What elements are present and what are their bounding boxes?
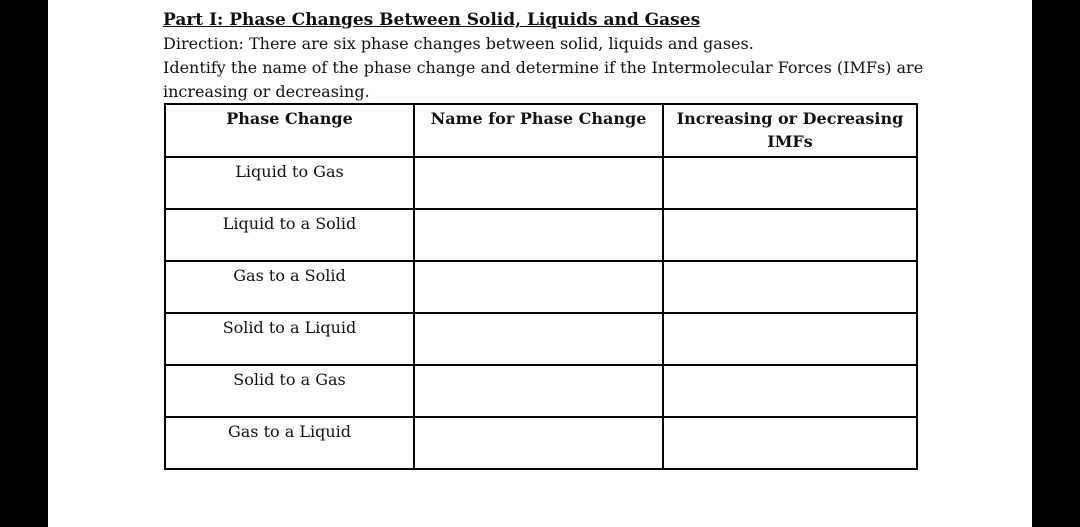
phase-change-cell: Gas to a Solid	[165, 261, 414, 313]
name-answer-cell[interactable]	[414, 417, 663, 469]
table-row	[165, 261, 917, 313]
direction-line-1: Direction: There are six phase changes between solid, liquids and gases.	[163, 34, 754, 53]
header-imfs-line-1: Increasing or Decreasing	[676, 109, 904, 128]
phase-change-cell: Gas to a Liquid	[165, 417, 414, 469]
imfs-answer-cell[interactable]	[663, 365, 917, 417]
document-page	[48, 0, 1032, 527]
header-imfs	[663, 104, 917, 157]
imfs-answer-cell[interactable]	[663, 417, 917, 469]
phase-change-cell: Solid to a Gas	[165, 365, 414, 417]
name-answer-cell[interactable]	[414, 313, 663, 365]
imfs-answer-cell[interactable]	[663, 261, 917, 313]
table-row	[165, 365, 917, 417]
phase-change-cell: Solid to a Liquid	[165, 313, 414, 365]
table-row	[165, 313, 917, 365]
phase-change-cell: Liquid to a Solid	[165, 209, 414, 261]
header-phase-change: Phase Change	[165, 104, 414, 157]
phase-change-cell: Liquid to Gas	[165, 157, 414, 209]
direction-line-2: Identify the name of the phase change and determine if the Intermolecular Forces (IMFs) are	[163, 58, 924, 77]
section-heading: Part I: Phase Changes Between Solid, Liquids and Gases	[163, 10, 701, 30]
header-name-for-phase-change: Name for Phase Change	[414, 104, 663, 157]
direction-line-3: increasing or decreasing.	[163, 82, 370, 101]
imfs-answer-cell[interactable]	[663, 157, 917, 209]
table-row	[165, 417, 917, 469]
table-header-row	[165, 104, 917, 157]
imfs-answer-cell[interactable]	[663, 209, 917, 261]
name-answer-cell[interactable]	[414, 261, 663, 313]
table-row	[165, 157, 917, 209]
imfs-answer-cell[interactable]	[663, 313, 917, 365]
table-row	[165, 209, 917, 261]
header-imfs-line-2: IMFs	[767, 132, 813, 151]
phase-change-table	[164, 103, 918, 470]
name-answer-cell[interactable]	[414, 209, 663, 261]
name-answer-cell[interactable]	[414, 365, 663, 417]
name-answer-cell[interactable]	[414, 157, 663, 209]
